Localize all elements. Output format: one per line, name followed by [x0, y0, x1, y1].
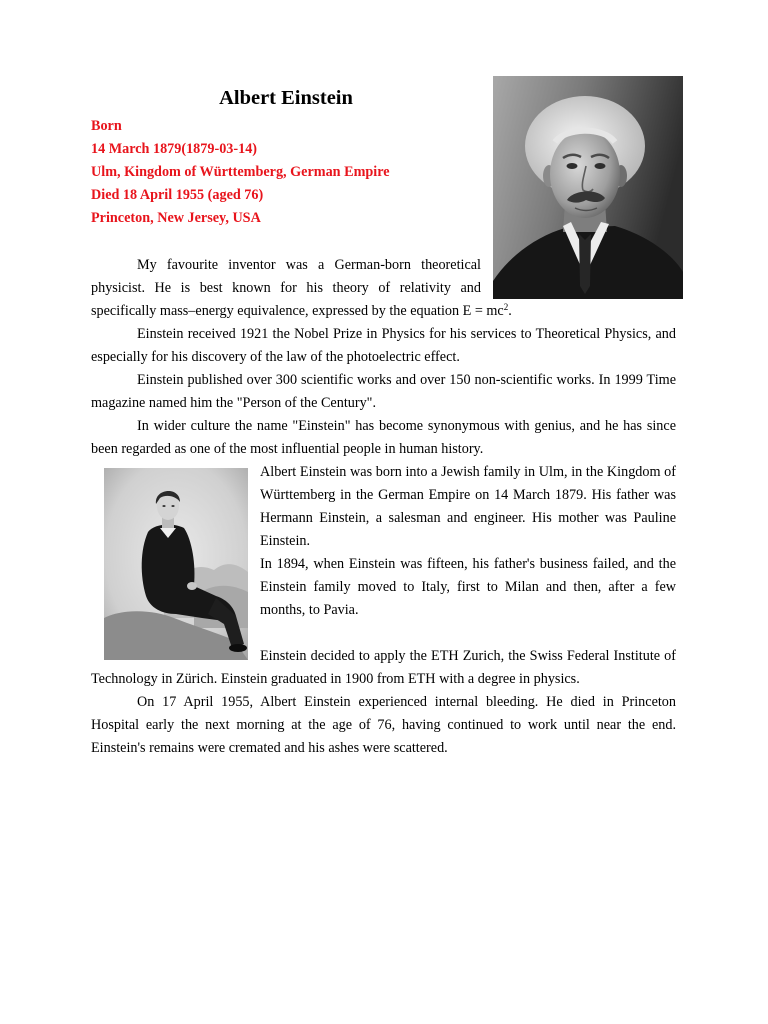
paragraph-move-to-italy: In 1894, when Einstein was fifteen, his father's business failed, and the Einstein family moved to Italy, first to Milan and then, after a few months, to Pavia.: [260, 556, 676, 618]
paragraph-publications: Einstein published over 300 scientific works and over 150 non-scientific works. In 1999 Time magazine named him the "Person of the Century".: [91, 372, 676, 411]
paragraph-culture: In wider culture the name "Einstein" has become synonymous with genius, and he has since been regarded as one of the most influential people in human history.: [91, 418, 676, 457]
page-title: Albert Einstein: [219, 87, 353, 109]
paragraph-intro-text: My favourite inventor was a German-born theoretical physicist. He is best known for his theory of relativity and specifically mass–energy equivalence, expressed by the equation E = mc: [91, 257, 504, 319]
birth-date: 14 March 1879(1879-03-14): [91, 141, 258, 157]
superscript-exponent: 2: [503, 302, 509, 312]
birth-place: Ulm, Kingdom of Württemberg, German Empire: [91, 164, 390, 180]
paragraph-death: On 17 April 1955, Albert Einstein experienced internal bleeding. He died in Princeton Hospital early the next morning at the age of 76, having continued to work until near the end. Einstein's remains were cremated and his ashes were scattered.: [91, 694, 676, 756]
born-label: Born: [91, 118, 122, 134]
paragraph-birth-family: Albert Einstein was born into a Jewish family in Ulm, in the Kingdom of Württemberg in the German Empire on 14 March 1879. His father was Hermann Einstein, a salesman and engineer. His mother was Pauline Einstein.: [260, 464, 676, 549]
death-date: Died 18 April 1955 (aged 76): [91, 187, 264, 203]
death-place: Princeton, New Jersey, USA: [91, 210, 261, 226]
paragraph-intro-end: .: [508, 303, 512, 319]
young-einstein-photo: [104, 468, 248, 660]
paragraph-nobel-prize: Einstein received 1921 the Nobel Prize in Physics for his services to Theoretical Physics, and especially for his discovery of the law of the photoelectric effect.: [91, 326, 676, 365]
einstein-portrait-photo: [493, 76, 683, 299]
paragraph-education: Einstein decided to apply the ETH Zurich, the Swiss Federal Institute of Technology in Zürich. Einstein graduated in 1900 from ETH with a degree in physics.: [91, 648, 676, 687]
young-einstein-image: [104, 468, 248, 660]
document-content: [91, 76, 676, 760]
einstein-portrait-image: [493, 76, 683, 299]
